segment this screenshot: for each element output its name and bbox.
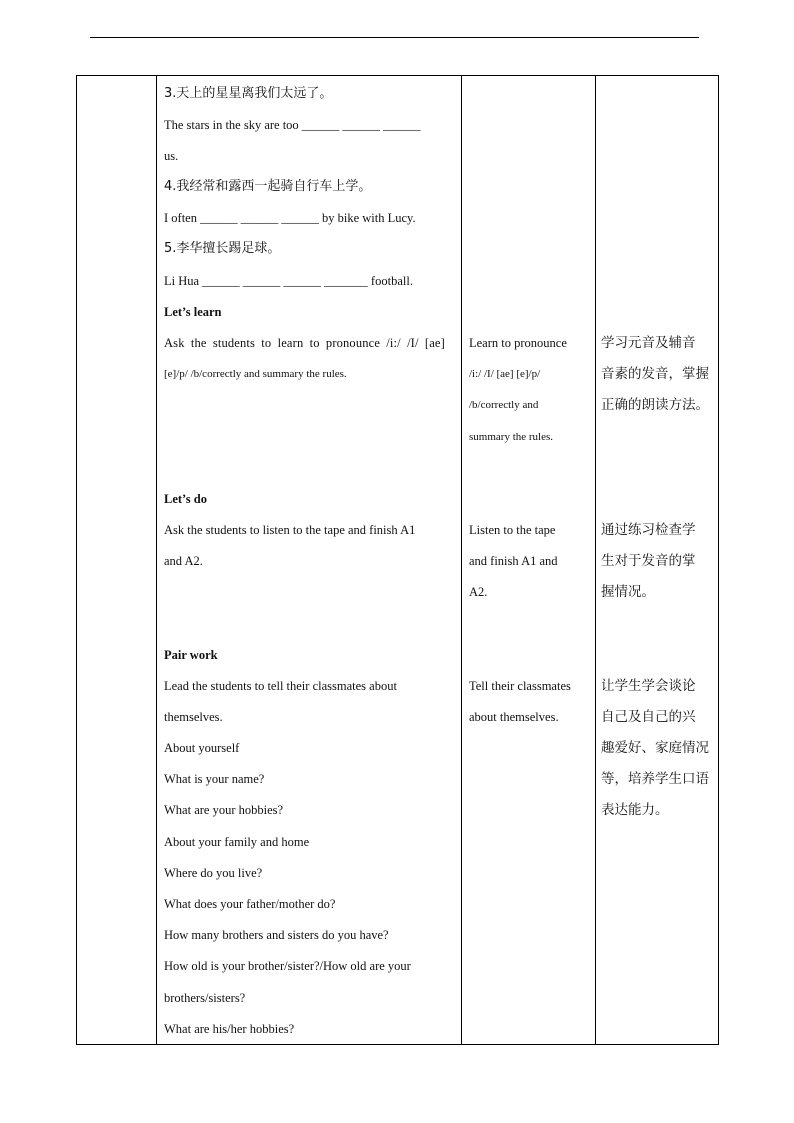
pair-work-line-2: themselves. (164, 710, 223, 724)
teacher-activity-cell (157, 76, 462, 1045)
exercise-3-english: The stars in the sky are too ______ ______ ______ (164, 118, 421, 132)
exercise-4-english: I often ______ ______ ______ by bike with Lucy. (164, 211, 416, 225)
pair-work-line-6: About your family and home (164, 835, 310, 849)
pair-work-line-10: How old is your brother/sister?/How old are your (164, 959, 411, 973)
header-rule (90, 37, 699, 38)
exercise-3-chinese: 3.天上的星星离我们太远了。 (164, 86, 333, 101)
table-row (77, 76, 719, 1045)
exercise-5-english: Li Hua ______ ______ ______ _______ football. (164, 274, 413, 288)
pair-work-line-8: What does your father/mother do? (164, 897, 336, 911)
student-learn-line-2: /i:/ /I/ [ae] [e]/p/ (469, 368, 541, 380)
intent-pair-line-1: 让学生学会谈论 (601, 678, 696, 694)
exercise-3-english-cont: us. (164, 149, 179, 163)
pair-work-heading: Pair work (164, 648, 218, 662)
intent-pair-line-2: 自己及自己的兴 (601, 709, 696, 725)
student-learn-line-4: summary the rules. (469, 431, 554, 443)
lets-learn-heading: Let’s learn (164, 305, 222, 319)
pair-work-line-5: What are your hobbies? (164, 803, 284, 817)
lets-do-line-1: Ask the students to listen to the tape and finish A1 (164, 523, 416, 537)
student-do-line-1: Listen to the tape (469, 523, 556, 537)
lets-learn-line-1: Ask the students to learn to pronounce /i:/ /I/ [ae] (164, 336, 445, 350)
pair-work-line-4: What is your name? (164, 772, 265, 786)
exercise-5-chinese: 5.李华擅长踢足球。 (164, 241, 281, 256)
lesson-plan-table (76, 75, 719, 1045)
intent-do-line-1: 通过练习检查学 (601, 522, 696, 538)
step-column-cell (77, 76, 157, 1045)
pair-work-line-7: Where do you live? (164, 866, 263, 880)
pair-work-line-11: brothers/sisters? (164, 991, 246, 1005)
student-activity-cell (462, 76, 596, 1045)
intent-do-line-2: 生对于发音的掌 (601, 553, 696, 569)
lets-do-heading: Let’s do (164, 492, 207, 506)
intent-learn-line-2: 音素的发音，掌握 (601, 366, 709, 382)
pair-work-line-9: How many brothers and sisters do you have? (164, 928, 389, 942)
student-do-line-3: A2. (469, 585, 488, 599)
intent-learn-line-3: 正确的朗读方法。 (601, 397, 709, 413)
lets-learn-line-2: [e]/p/ /b/correctly and summary the rules. (164, 368, 347, 380)
pair-work-line-12: What are his/her hobbies? (164, 1022, 295, 1036)
pair-work-line-1: Lead the students to tell their classmates about (164, 679, 397, 693)
student-pair-line-2: about themselves. (469, 710, 559, 724)
design-intent-cell (596, 76, 719, 1045)
intent-pair-line-4: 等，培养学生口语 (601, 771, 709, 787)
lets-do-line-2: and A2. (164, 554, 203, 568)
intent-pair-line-5: 表达能力。 (601, 802, 669, 818)
exercise-4-chinese: 4.我经常和露西一起骑自行车上学。 (164, 179, 372, 194)
pair-work-line-3: About yourself (164, 741, 240, 755)
intent-pair-line-3: 趣爱好、家庭情况 (601, 740, 709, 756)
student-learn-line-1: Learn to pronounce (469, 336, 567, 350)
intent-learn-line-1: 学习元音及辅音 (601, 335, 696, 351)
student-do-line-2: and finish A1 and (469, 554, 558, 568)
student-learn-line-3: /b/correctly and (469, 399, 539, 411)
student-pair-line-1: Tell their classmates (469, 679, 571, 693)
intent-do-line-3: 握情况。 (601, 584, 655, 600)
